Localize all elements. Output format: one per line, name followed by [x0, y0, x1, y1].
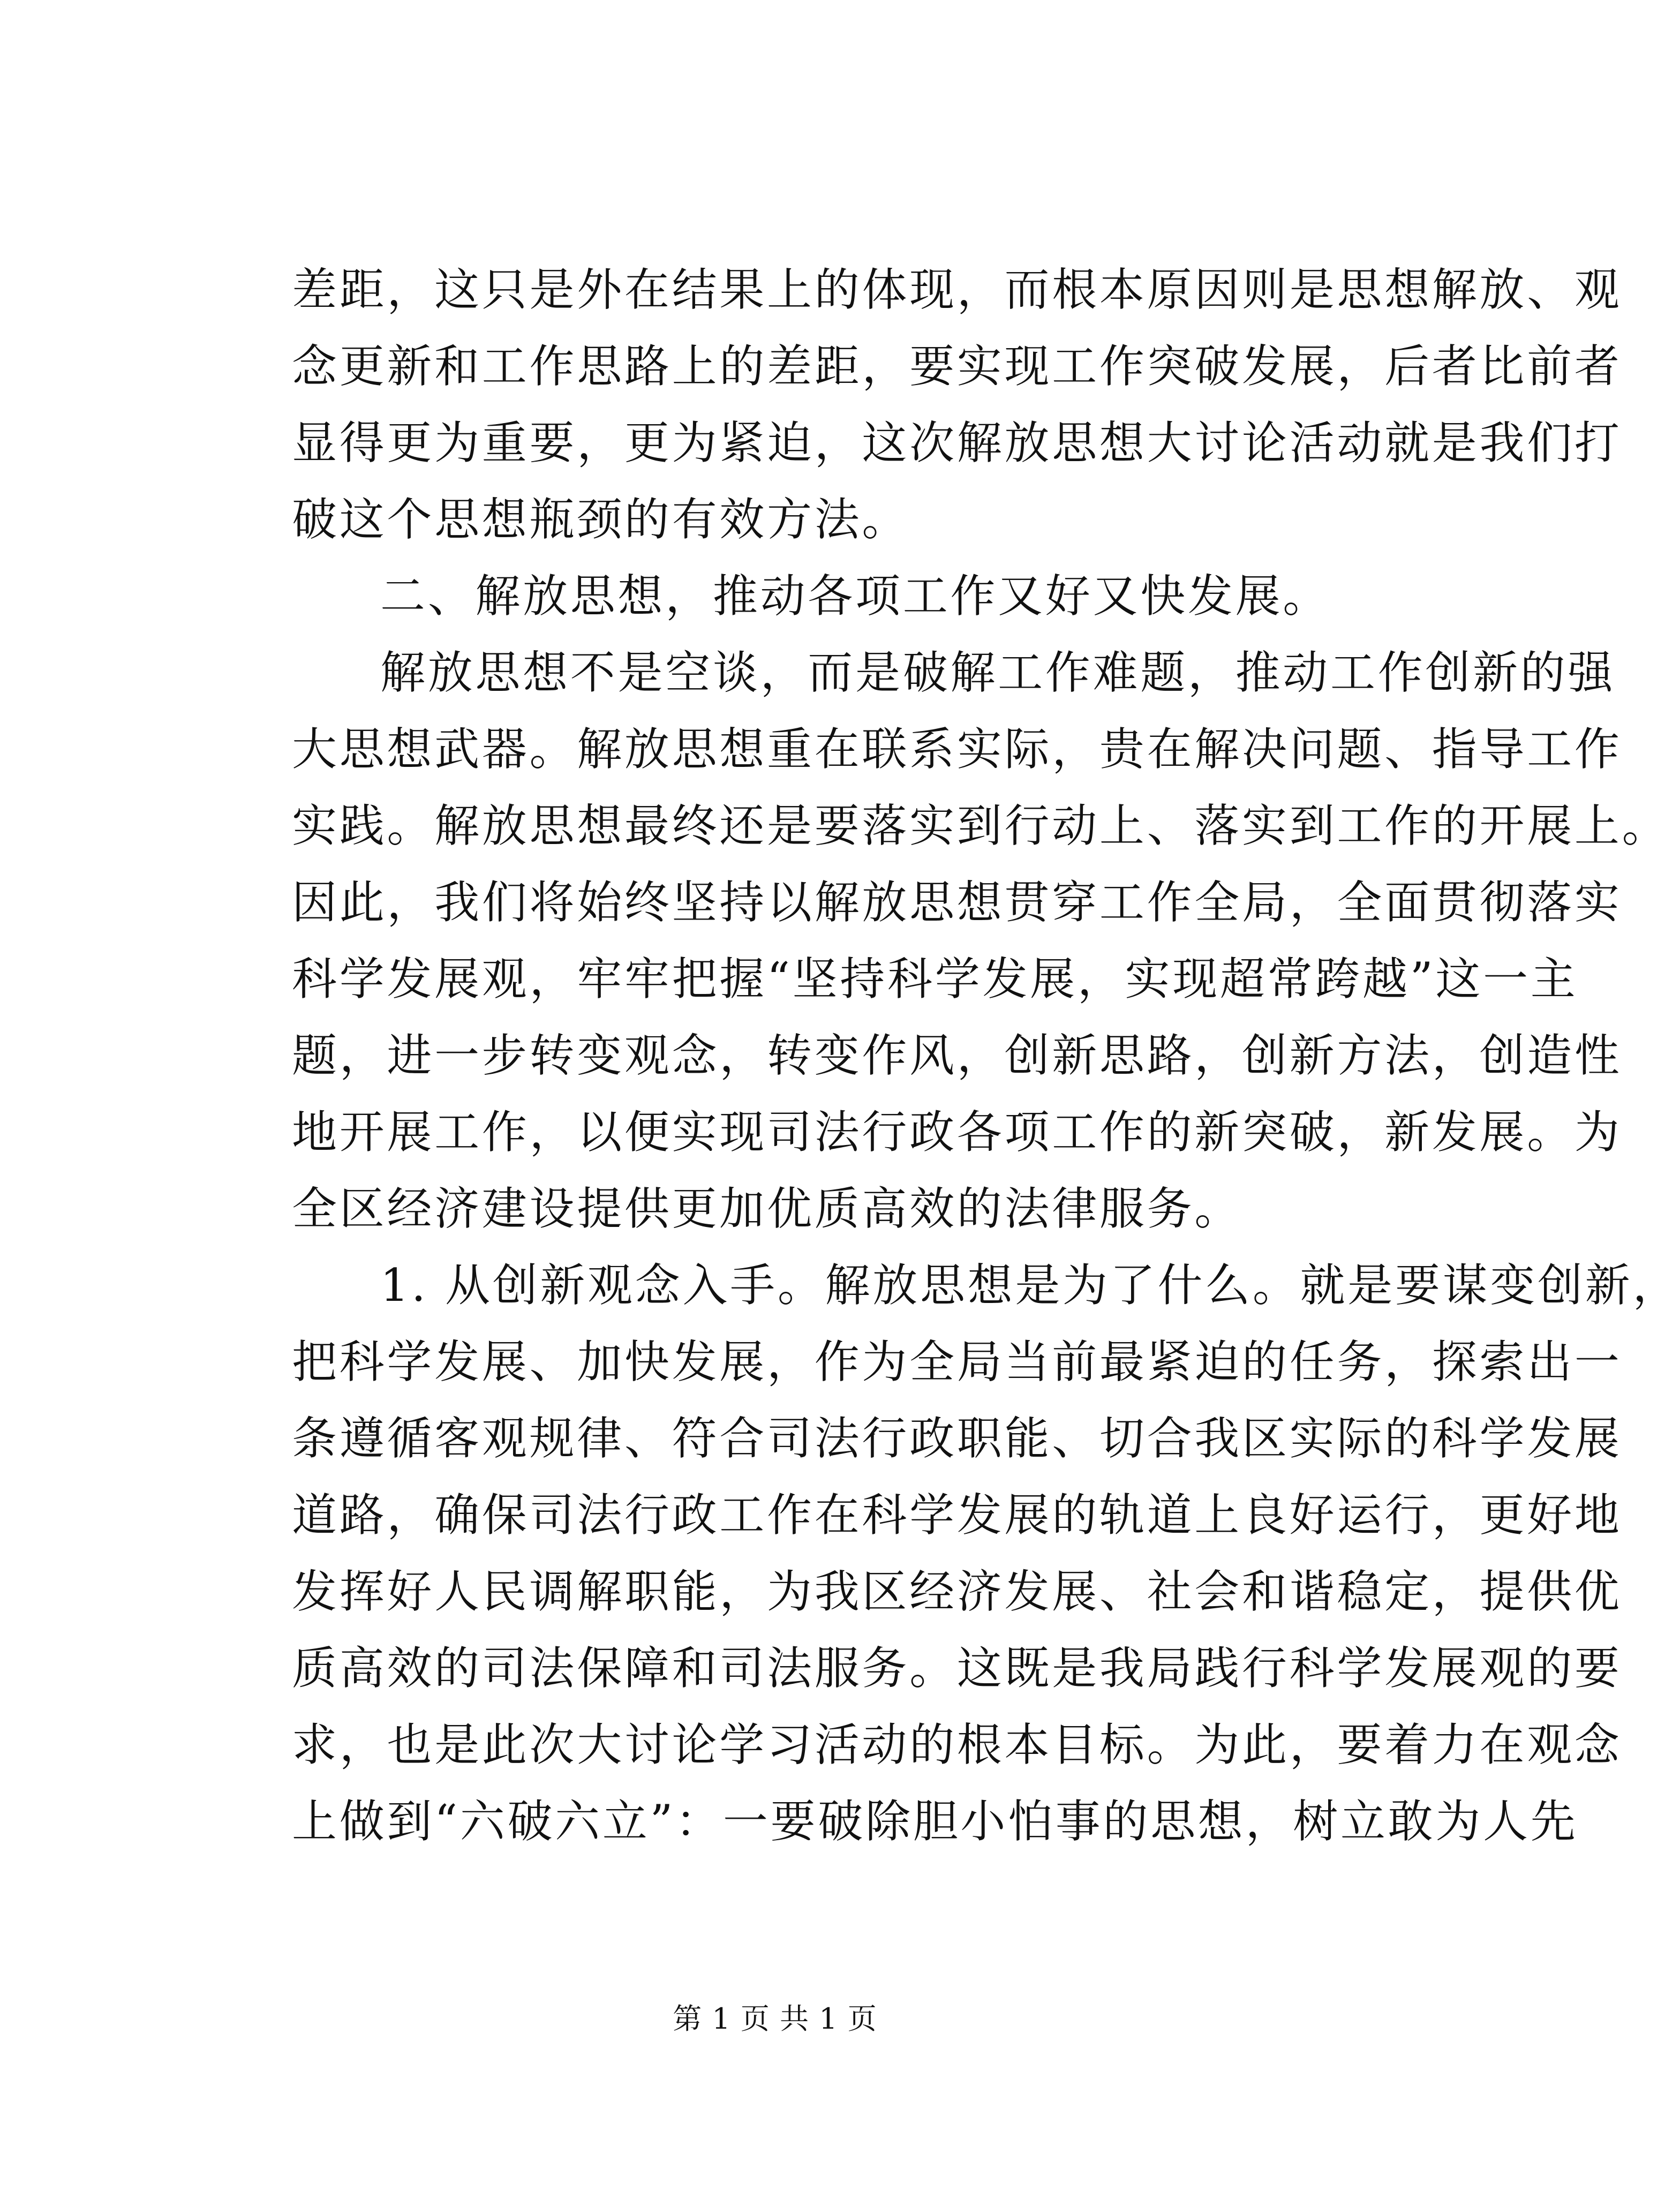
text-line: 道路，确保司法行政工作在科学发展的轨道上良好运行，更好地	[292, 1489, 1622, 1541]
page-footer	[0, 2000, 1550, 2038]
text-line: 题，进一步转变观念，转变作风，创新思路，创新方法，创造性	[292, 1029, 1622, 1082]
text-line: 条遵循客观规律、符合司法行政职能、切合我区实际的科学发展	[292, 1412, 1622, 1465]
numbered-item-line: 1. 从创新观念入手。解放思想是为了什么。就是要谋变创新，	[380, 1259, 1680, 1312]
document-body	[292, 252, 1680, 1860]
text-line: 地开展工作，以便实现司法行政各项工作的新突破，新发展。为	[292, 1106, 1622, 1158]
text-line: 因此，我们将始终坚持以解放思想贯穿工作全局，全面贯彻落实	[292, 876, 1622, 929]
text-line: 破这个思想瓶颈的有效方法。	[292, 493, 910, 546]
text-line: 解放思想不是空谈，而是破解工作难题，推动工作创新的强	[380, 646, 1616, 699]
text-line: 差距，这只是外在结果上的体现，而根本原因则是思想解放、观	[292, 263, 1622, 316]
text-line: 念更新和工作思路上的差距，要实现工作突破发展，后者比前者	[292, 340, 1622, 393]
text-line: 全区经济建设提供更加优质高效的法律服务。	[292, 1182, 1242, 1235]
text-line: 把科学发展、加快发展，作为全局当前最紧迫的任务，探索出一	[292, 1336, 1622, 1388]
text-line: 上做到“六破六立”：一要破除胆小怕事的思想，树立敢为人先	[292, 1795, 1578, 1848]
text-line: 质高效的司法保障和司法服务。这既是我局践行科学发展观的要	[292, 1642, 1622, 1694]
text-line: 求，也是此次大讨论学习活动的根本目标。为此，要着力在观念	[292, 1719, 1622, 1771]
text-line: 科学发展观，牢牢把握“坚持科学发展，实现超常跨越”这一主	[292, 953, 1578, 1005]
text-line: 实践。解放思想最终还是要落实到行动上、落实到工作的开展上。	[292, 800, 1670, 852]
text-line: 大思想武器。解放思想重在联系实际，贵在解决问题、指导工作	[292, 723, 1622, 775]
text-line: 显得更为重要，更为紧迫，这次解放思想大讨论活动就是我们打	[292, 417, 1622, 469]
section-heading: 二、解放思想，推动各项工作又好又快发展。	[380, 570, 1331, 622]
page-number-label: 第 1 页 共 1 页	[673, 2002, 877, 2036]
text-line: 发挥好人民调解职能，为我区经济发展、社会和谐稳定，提供优	[292, 1565, 1622, 1618]
